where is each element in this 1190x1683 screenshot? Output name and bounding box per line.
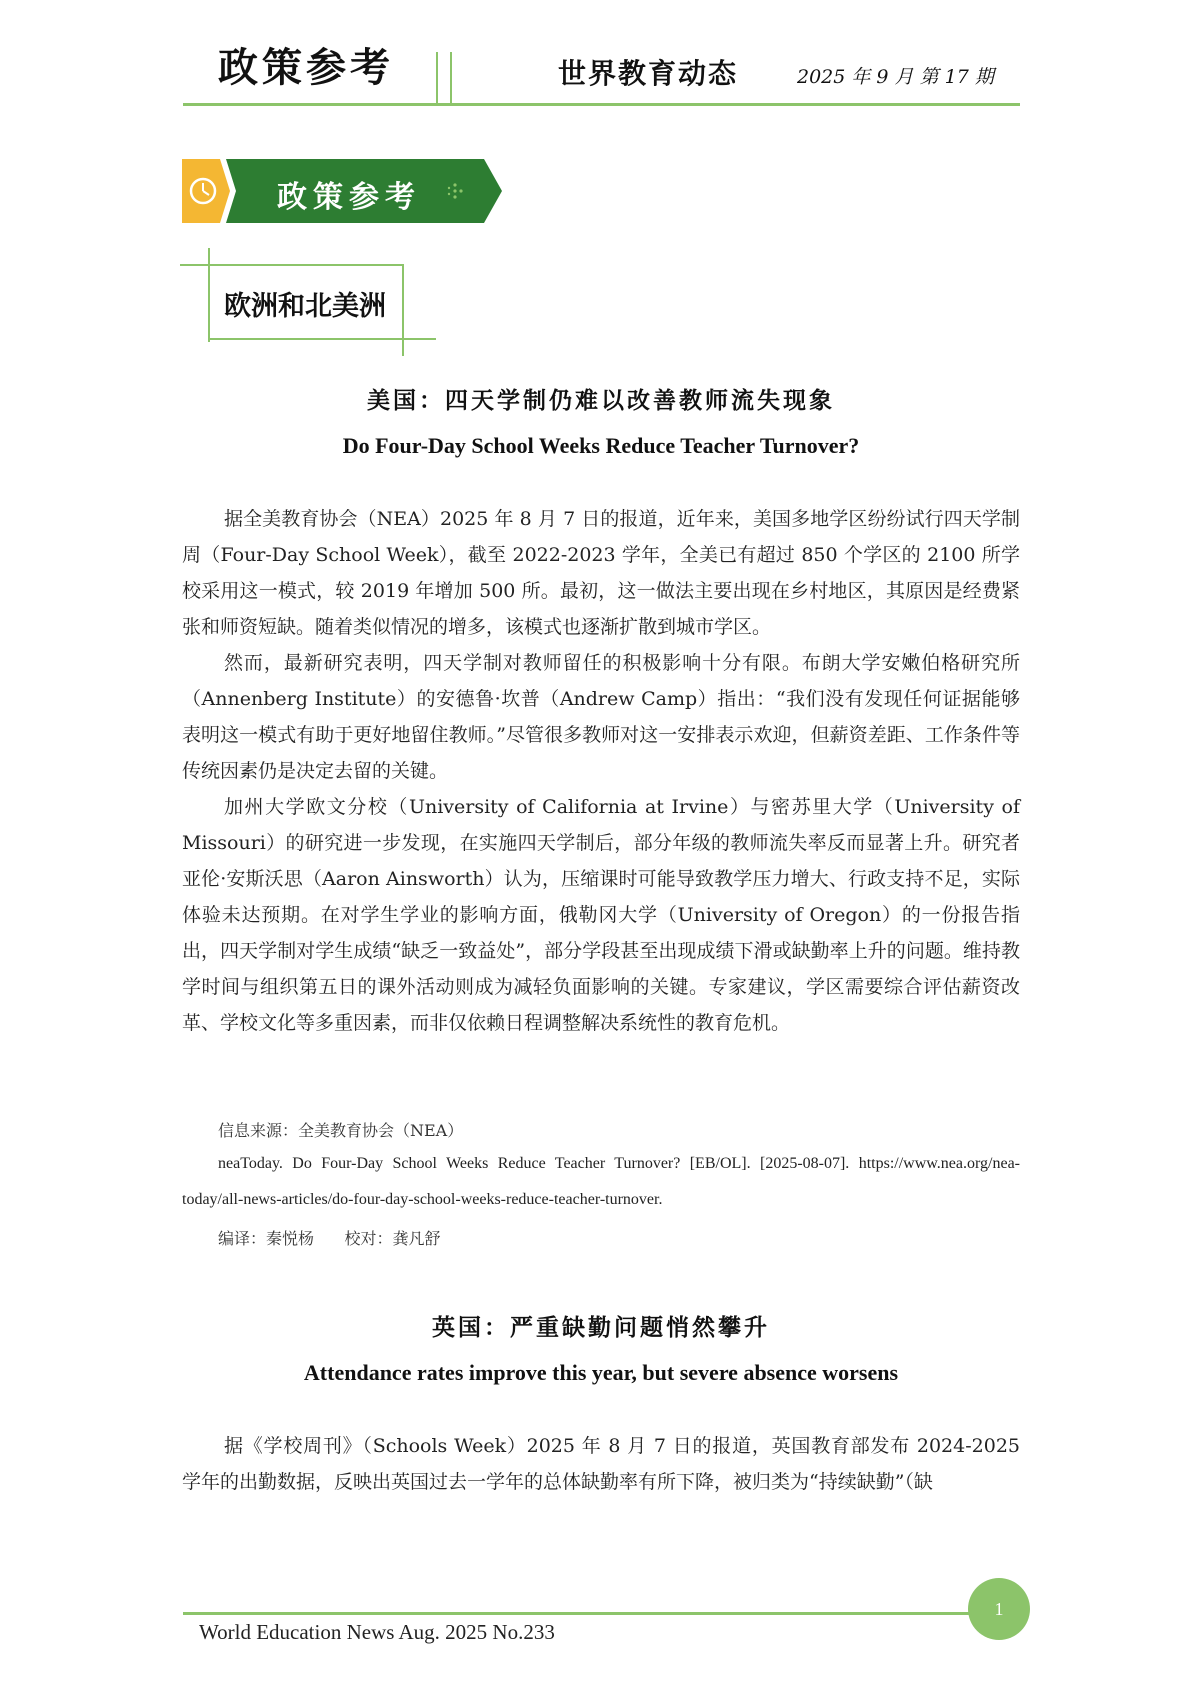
reference-citation: neaToday. Do Four-Day School Weeks Reduce Teacher Turnover? [EB/OL]. [2025-08-07]. https://www.nea.org/nea-today/all-news-articles/do-four-day-school-weeks-reduce-teacher-turnover. [182, 1155, 1020, 1208]
article-title-en: Attendance rates improve this year, but severe absence worsens [303, 1360, 899, 1385]
issue-info: 2025 年 9 月 第 17 期 [797, 66, 994, 88]
article-title-cn: 美国：四天学制仍难以改善教师流失现象 [367, 387, 835, 414]
header-rule [183, 103, 1020, 106]
region-label: 欧洲和北美洲 [224, 291, 386, 322]
journal-title: 政策参考 [218, 44, 394, 91]
footer-text: World Education News Aug. 2025 No.233 [199, 1620, 555, 1644]
footer-rule [183, 1612, 973, 1615]
credits-line: 编译：秦悦杨 校对：龚凡舒 [218, 1229, 441, 1248]
article-title-cn: 英国：严重缺勤问题悄然攀升 [432, 1314, 770, 1341]
page-number: 1 [968, 1578, 1030, 1640]
article-paragraph: 加州大学欧文分校（University of California at Irvine）与密苏里大学（University of Missouri）的研究进一步发现，在实施四天学制后，部分年级的教师流失率反而显著上升。研究者亚伦·安斯沃思（Aaron Ainsworth）认为，压缩课时可能导致教学压力增大、行政支持不足，实际体验未达预期。在对学生学业的影响方面，俄勒冈大学（University of Oregon）的一份报告指出，四天学制对学生成绩“缺乏一致益处”，部分学段甚至出现成绩下滑或缺勤率上升的问题。维持教学时间与组织第五日的课外活动则成为减轻负面影响的关键。专家建议，学区需要综合评估薪资改革、学校文化等多重因素，而非仅依赖日程调整解决系统性的教育危机。 [182, 796, 1020, 1034]
article-paragraph: 据全美教育协会（NEA）2025 年 8 月 7 日的报道，近年来，美国多地学区纷纷试行四天学制周（Four-Day School Week），截至 2022-2023 学年，全美已有超过 850 个学区的 2100 所学校采用这一模式，较 2019 年增加 500 所。最初，这一做法主要出现在乡村地区，其原因是经费紧张和师资短缺。随着类似情况的增多，该模式也逐渐扩散到城市学区。 [182, 508, 1020, 638]
publication-name: 世界教育动态 [558, 57, 739, 90]
region-frame-line [180, 264, 402, 266]
region-frame-line [208, 338, 436, 340]
article-title-en: Do Four-Day School Weeks Reduce Teacher Turnover? [342, 433, 860, 458]
header-divider [436, 52, 452, 106]
article-paragraph: 然而，最新研究表明，四天学制对教师留任的积极影响十分有限。布朗大学安嫩伯格研究所（Annenberg Institute）的安德鲁·坎普（Andrew Camp）指出：“我们没有发现任何证据能够表明这一模式有助于更好地留住教师。”尽管很多教师对这一安排表示欢迎，但薪资差距、工作条件等传统因素仍是决定去留的关键。 [182, 652, 1020, 782]
source-line: 信息来源：全美教育协会（NEA） [218, 1121, 464, 1140]
article-paragraph: 据《学校周刊》（Schools Week）2025 年 8 月 7 日的报道，英国教育部发布 2024-2025 学年的出勤数据，反映出英国过去一学年的总体缺勤率有所下降，被归类为“持续缺勤”（缺 [182, 1435, 1020, 1493]
section-banner-label: 政策参考 [277, 180, 421, 215]
region-frame-line [402, 264, 404, 356]
